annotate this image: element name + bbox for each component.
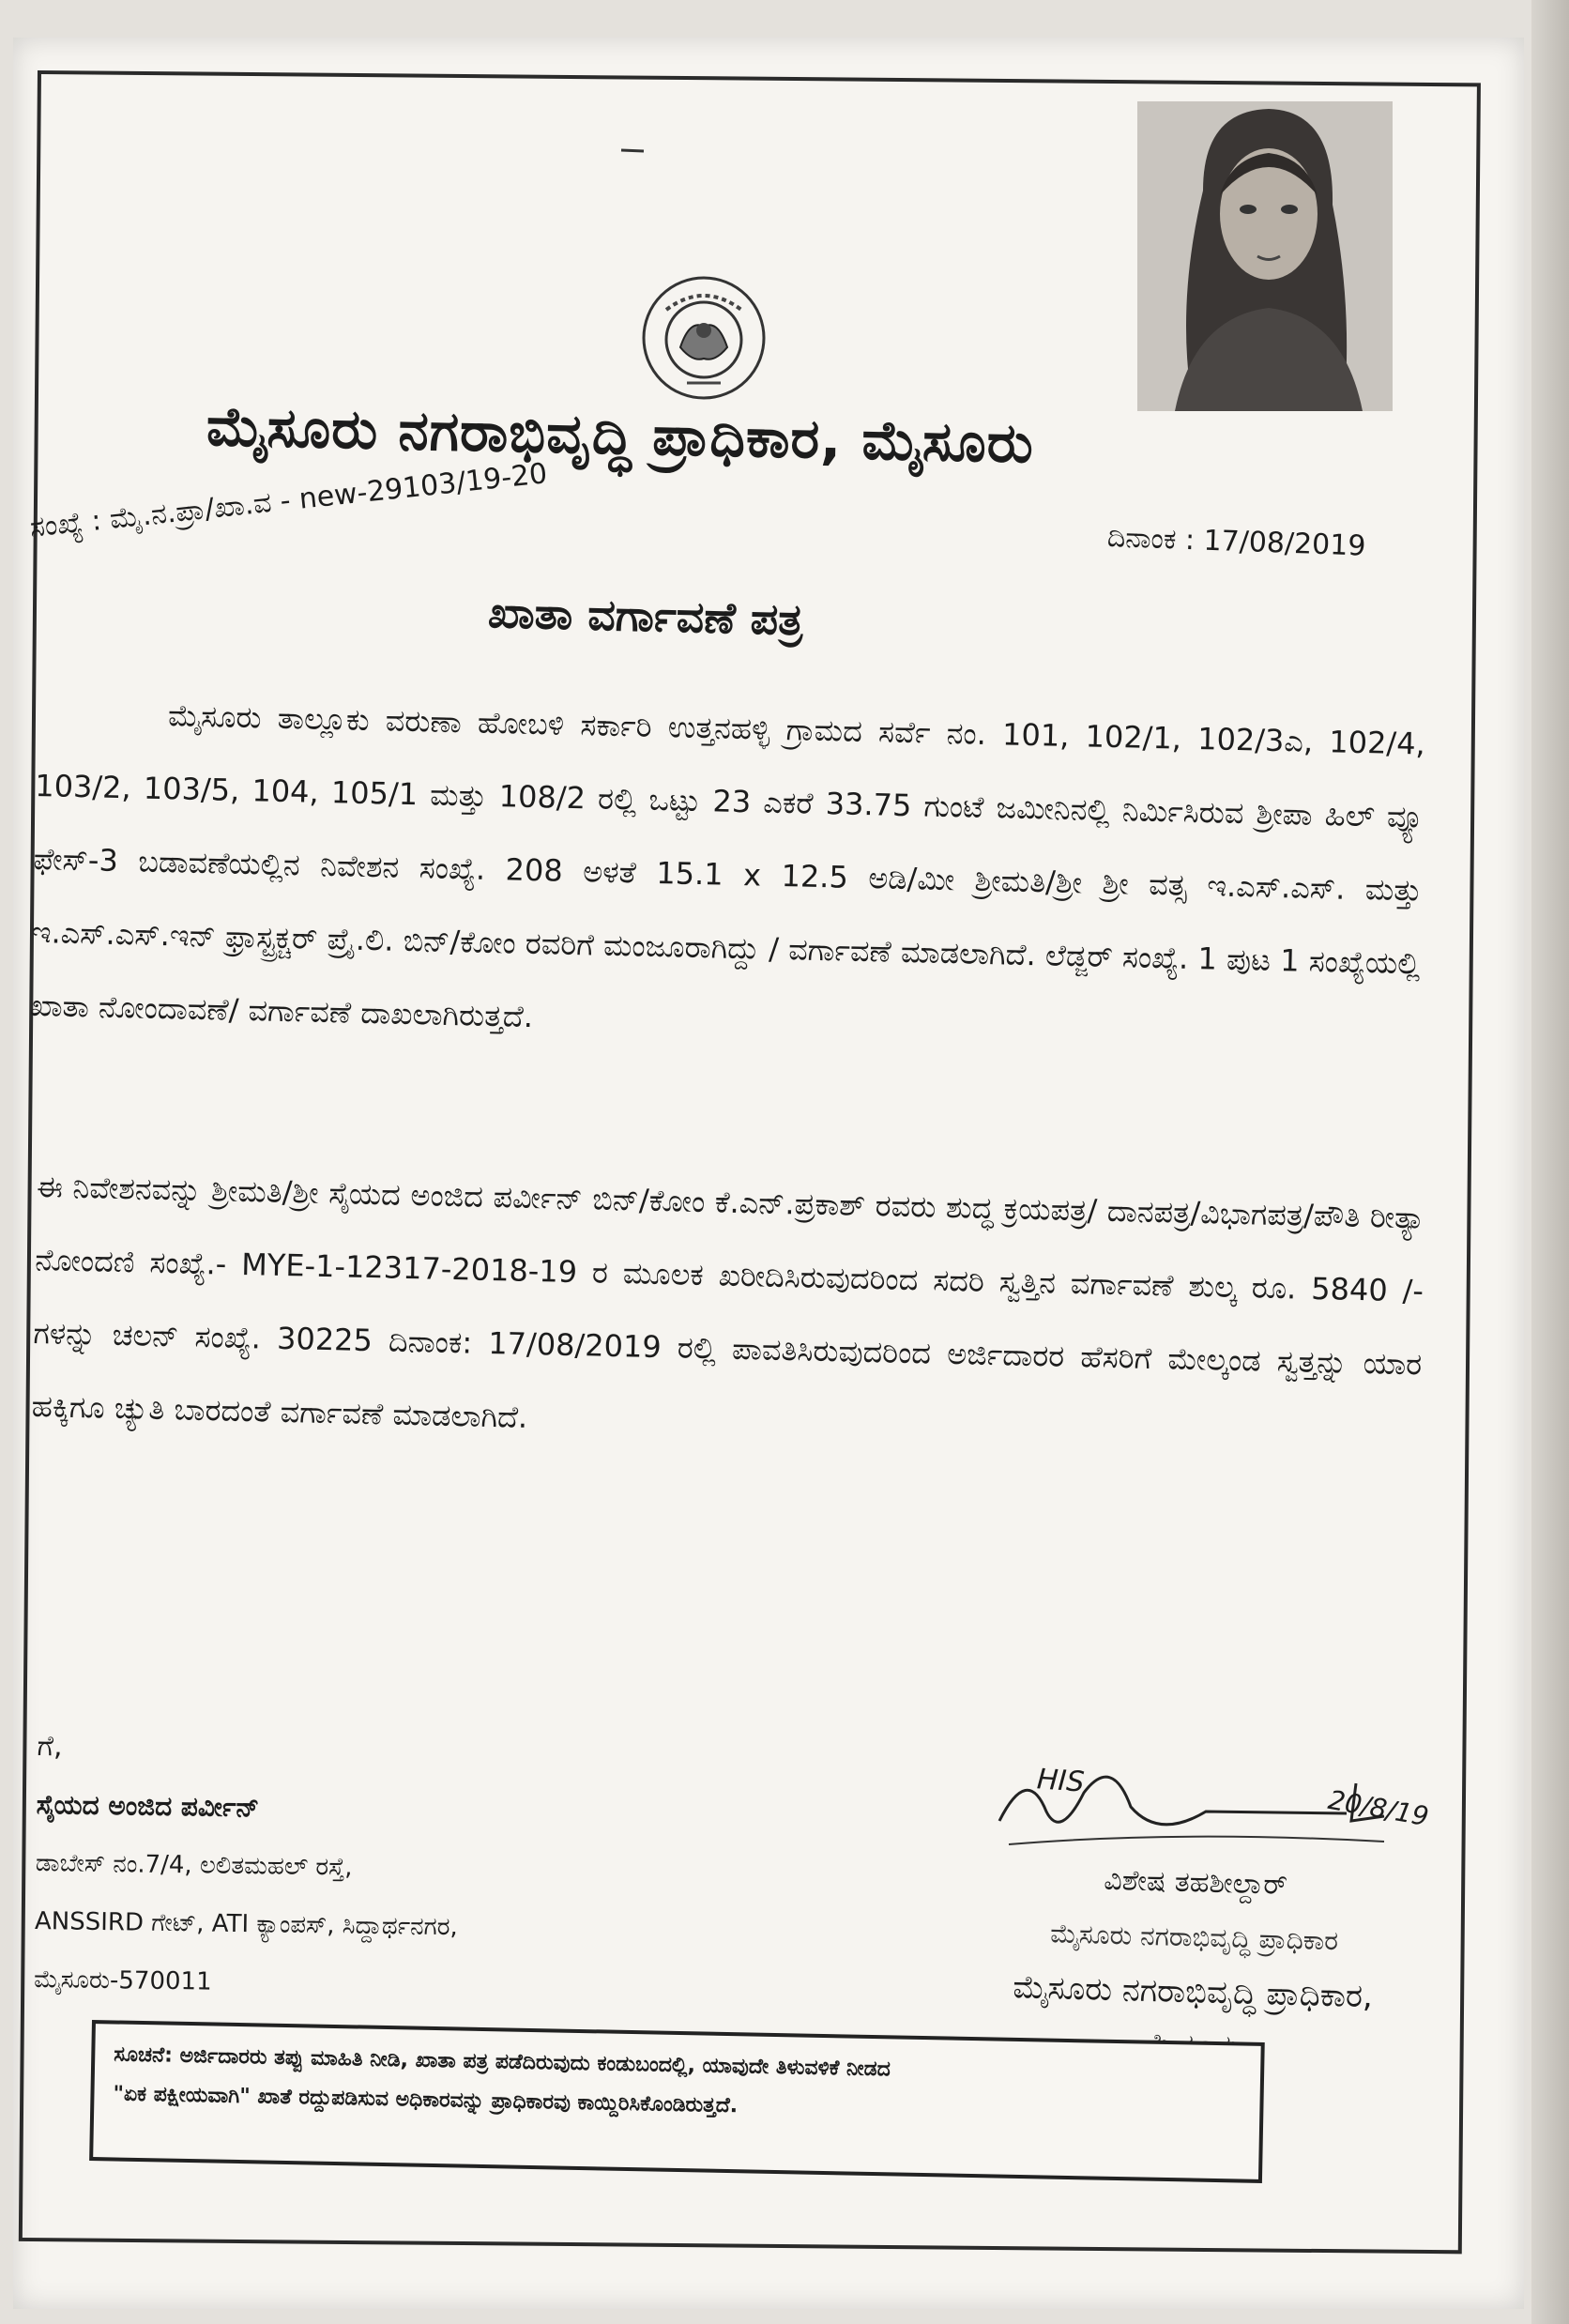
address-line-3: ಮೈಸೂರು-570011 [33, 1965, 212, 1996]
reference-number: ಸಂಖ್ಯೆ : ಮೈ.ನ.ಪ್ರಾ/ಖಾ.ವ - new-29103/19-20 [28, 457, 549, 544]
recipient-address [34, 1718, 461, 2014]
signatory-office: ಮೈಸೂರು ನಗರಾಭಿವೃದ್ಧಿ ಪ್ರಾಧಿಕಾರ, [1012, 1968, 1374, 2016]
scan-edge [1531, 0, 1569, 2324]
recipient-name: ಸೈಯದ ಅಂಜಿದ ಪರ್ವೀನ್ [36, 1788, 260, 1824]
document-title: ಖಾತಾ ವರ್ಗಾವಣೆ ಪತ್ರ [487, 587, 804, 646]
notice-box [89, 2020, 1265, 2183]
body-paragraph-1: ಮೈಸೂರು ತಾಲ್ಲೂಕು ವರುಣಾ ಹೋಬಳಿ ಸರ್ಕಾರಿ ಉತ್ತನಹಳ್ಳಿ ಗ್ರಾಮದ ಸರ್ವೆ ನಂ. 101, 102/1, 102/3ಎ, 102/4, 103/2, 103/5, 104, 105/1 ಮತ್ತು 108/2 ರಲ್ಲಿ ಒಟ್ಟು 23 ಎಕರೆ 33.75 ಗುಂಟೆ ಜಮೀನಿನಲ್ಲಿ ನಿರ್ಮಿಸಿರುವ ಶ್ರೀಪಾ ಹಿಲ್ ವ್ಯೂ ಫೇಸ್-3 ಬಡಾವಣೆಯಲ್ಲಿನ ನಿವೇಶನ ಸಂಖ್ಯೆ. 208 ಅಳತೆ 15.1 x 12.5 ಅಡಿ/ಮೀ ಶ್ರೀಮತಿ/ಶ್ರೀ ಶ್ರೀ ವತ್ಸ ಇ.ಎಸ್.ಎಸ್. ಮತ್ತು ಇ.ಎಸ್.ಎಸ್.ಇನ್ ಫ್ರಾಸ್ಟ್ರಕ್ಚರ್ ಪ್ರೈ.ಲಿ. ಬಿನ್/ಕೋಂ ರವರಿಗೆ ಮಂಜೂರಾಗಿದ್ದು / ವರ್ಗಾವಣೆ ಮಾಡಲಾಗಿದೆ. ಲೆಡ್ಜರ್ ಸಂಖ್ಯೆ. 1 ಪುಟ 1 ಸಂಖ್ಯೆಯಲ್ಲಿ ಖಾತಾ ನೋಂದಾವಣೆ/ ವರ್ಗಾವಣೆ ದಾಖಲಾಗಿರುತ್ತದೆ. [29, 697, 1426, 1035]
body-paragraph-2: ಈ ನಿವೇಶನವನ್ನು ಶ್ರೀಮತಿ/ಶ್ರೀ ಸೈಯದ ಅಂಜಿದ ಪರ್ವೀನ್ ಬಿನ್/ಕೋಂ ಕೆ.ಎನ್.ಪ್ರಕಾಶ್ ರವರು ಶುದ್ಧ ಕ್ರಯಪತ್ರ/ ದಾನಪತ್ರ/ವಿಭಾಗಪತ್ರ/ಪೌತಿ ರೀತ್ಯಾ ನೋಂದಣಿ ಸಂಖ್ಯೆ.- MYE-1-12317-2018-19 ರ ಮೂಲಕ ಖರೀದಿಸಿರುವುದರಿಂದ ಸದರಿ ಸ್ವತ್ತಿನ ವರ್ಗಾವಣೆ ಶುಲ್ಕ ರೂ. 5840 /- ಗಳನ್ನು ಚಲನ್ ಸಂಖ್ಯೆ. 30225 ದಿನಾಂಕ: 17/08/2019 ರಲ್ಲಿ ಪಾವತಿಸಿರುವುದರಿಂದ ಅರ್ಜಿದಾರರ ಹೆಸರಿಗೆ ಮೇಲ್ಕಂಡ ಸ್ವತ್ತನ್ನು ಯಾರ ಹಕ್ಕಿಗೂ ಚ್ಯುತಿ ಬಾರದಂತೆ ವರ್ಗಾವಣೆ ಮಾಡಲಾಗಿದೆ. [31, 1168, 1426, 1435]
pen-mark [619, 145, 647, 155]
notice-line-1: ಸೂಚನೆ: ಅರ್ಜಿದಾರರು ತಪ್ಪು ಮಾಹಿತಿ ನೀಡಿ, ಖಾತಾ ಪತ್ರ ಪಡೆದಿರುವುದು ಕಂಡುಬಂದಲ್ಲಿ, ಯಾವುದೇ ತಿಳುವಳಿಕೆ ನೀಡದ [114, 2042, 891, 2082]
applicant-photo-icon [1137, 101, 1393, 411]
signatory-stamp: ಮೈಸೂರು ನಗರಾಭಿವೃದ್ಧಿ ಪ್ರಾಧಿಕಾರ [1049, 1918, 1339, 1957]
signature-date: 20/8/19 [1325, 1783, 1431, 1833]
organization-title: ಮೈಸೂರು ನಗರಾಭಿವೃದ್ಧಿ ಪ್ರಾಧಿಕಾರ, ಮೈಸೂರು [206, 394, 1035, 476]
authority-seal-icon [638, 272, 769, 404]
recipient-prefix: ಗೆ, [37, 1729, 63, 1764]
address-line-1: ಡಾಬೇಸ್ ನಂ.7/4, ಲಲಿತಮಹಲ್ ರಸ್ತೆ, [35, 1848, 353, 1882]
signatory-designation: ವಿಶೇಷ ತಹಶೀಲ್ದಾರ್ [1103, 1863, 1288, 1902]
issue-date: ದಿನಾಂಕ : 17/08/2019 [1106, 521, 1366, 563]
signature-initials: HIS [1035, 1763, 1086, 1799]
address-line-2: ANSSIRD ಗೇಟ್, ATI ಕ್ಯಾಂಪಸ್, ಸಿದ್ದಾರ್ಥನಗರ, [34, 1906, 458, 1942]
notice-line-2: "ಏಕ ಪಕ್ಷೀಯವಾಗಿ" ಖಾತೆ ರದ್ದುಪಡಿಸುವ ಅಧಿಕಾರವನ್ನು ಪ್ರಾಧಿಕಾರವು ಕಾಯ್ದಿರಿಸಿಕೊಂಡಿರುತ್ತದೆ. [113, 2082, 739, 2118]
signature-block [934, 1755, 1478, 2056]
